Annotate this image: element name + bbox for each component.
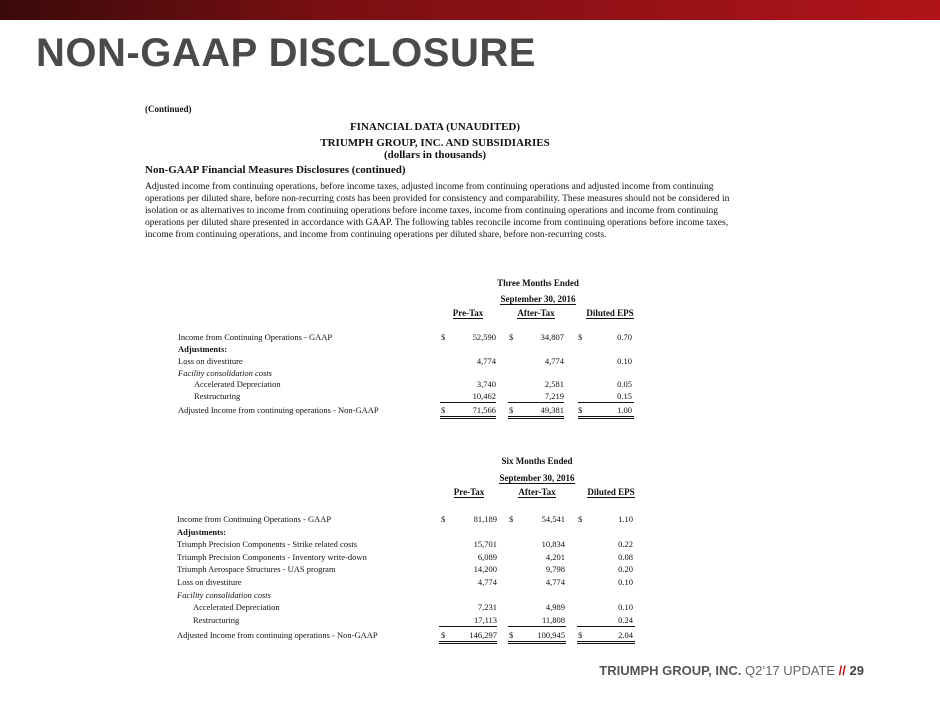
column-header-after-tax: After-Tax [517, 308, 555, 318]
table-row: Adjusted Income from continuing operations - Non-GAAP $ 71,566 $ 49,381 $ 1.00 [178, 405, 632, 415]
continued-label: (Continued) [145, 104, 192, 114]
page-number: 29 [849, 663, 864, 678]
subtotal-rule [440, 402, 496, 403]
table-row: Loss on divestiture 4,774 4,774 0.10 [178, 356, 632, 366]
table-date: September 30, 2016 [499, 473, 575, 483]
table-date: September 30, 2016 [500, 294, 576, 304]
column-header-diluted-eps: Diluted EPS [586, 308, 634, 318]
table-row: Triumph Precision Components - Inventory write-down 6,089 4,201 0.08 [177, 552, 633, 562]
table-row: Restructuring 10,462 7,219 0.15 [194, 391, 632, 401]
table-row: Income from Continuing Operations - GAAP $ 81,189 $ 54,541 $ 1.10 [177, 514, 633, 524]
total-rule [508, 416, 564, 419]
slide-footer [599, 663, 864, 678]
column-header-diluted-eps: Diluted EPS [587, 487, 635, 497]
table-period: Six Months Ended [501, 456, 573, 466]
subtotal-rule [508, 626, 566, 627]
caption-units: (dollars in thousands) [383, 149, 487, 161]
total-rule [508, 641, 566, 644]
table-row: Triumph Precision Components - Strike related costs 15,701 10,834 0.22 [177, 539, 633, 549]
disclosure-paragraph: Adjusted income from continuing operations, before income taxes, adjusted income from continuing operations and adjusted income from continuing operations per diluted share, before non-recurring costs has been provided for consistency and comparability. These measures should not be considered in isolation or as alternatives to income from continuing operations before income taxes, income from continuing operations and income from continuing operations per diluted share presented in accordance with GAAP. The following tables reconcile income from continuing operations before income taxes, income from continuing operations, and income from continuing operations per diluted share, before non-recurring costs. [145, 182, 730, 240]
table-period: Three Months Ended [497, 278, 579, 288]
three-month-table: Three Months Ended September 30, 2016 Pre-Tax After-Tax Diluted EPS Income from Continuing Operations - GAAP $ 52,590 $ 34,807 $ 0.70 Adjustments: Loss on divestiture 4,774 4,774 0.10 Facility consolidation costs Accelerated Depreciation 3,740 2,581 0.05 Restructuring 10,462 7,219 0.15 Adjusted Income from continuing operations - Non-GAAP $ 71,566 $ 49,381 $ 1.00 [178, 276, 640, 426]
subtotal-rule [508, 402, 564, 403]
table-row: Adjusted Income from continuing operations - Non-GAAP $ 146,297 $ 100,945 $ 2.04 [177, 630, 633, 640]
page-title: NON-GAAP DISCLOSURE [36, 31, 536, 75]
footer-separator: // [838, 663, 846, 678]
subtotal-rule [578, 402, 634, 403]
footer-update: Q2’17 UPDATE [744, 663, 836, 678]
column-header-after-tax: After-Tax [518, 487, 556, 497]
total-rule [439, 641, 497, 644]
caption-company: TRIUMPH GROUP, INC. AND SUBSIDIARIES [320, 137, 550, 149]
table-row: Triumph Aerospace Structures - UAS program 14,200 9,798 0.20 [177, 564, 633, 574]
table-row: Income from Continuing Operations - GAAP $ 52,590 $ 34,807 $ 0.70 [178, 332, 632, 342]
column-header-pre-tax: Pre-Tax [452, 308, 484, 318]
subtotal-rule [439, 626, 497, 627]
column-header-pre-tax: Pre-Tax [453, 487, 485, 497]
footer-company: TRIUMPH GROUP, INC. [599, 663, 742, 678]
six-month-table: Six Months Ended September 30, 2016 Pre-Tax After-Tax Diluted EPS Income from Continuing Operations - GAAP $ 81,189 $ 54,541 $ 1.10 Adjustments: Triumph Precision Components - Strike related costs 15,701 10,834 0.22 Triumph Precision Components - Inventory write-down 6,089 4,201 0.08 Triumph Aerospace Structures - UAS program 14,200 9,798 0.20 Loss on divestiture 4,774 4,774 0.10 Facility consolidation costs Accelerated Depreciation 7,231 4,989 0.10 Restructuring 17,113 11,808 0.24 Adjusted Income from continuing operations - Non-GAAP $ 146,297 $ 100,945 $ 2.04 [177, 454, 639, 649]
total-rule [440, 416, 496, 419]
table-row: Accelerated Depreciation 7,231 4,989 0.10 [193, 602, 633, 612]
table-row: Accelerated Depreciation 3,740 2,581 0.05 [194, 379, 632, 389]
section-title: Non-GAAP Financial Measures Disclosures (continued) [145, 164, 406, 176]
total-rule [578, 416, 634, 419]
table-row: Loss on divestiture 4,774 4,774 0.10 [177, 577, 633, 587]
subtotal-rule [577, 626, 635, 627]
table-row: Restructuring 17,113 11,808 0.24 [193, 615, 633, 625]
total-rule [577, 641, 635, 644]
caption-financial-data: FINANCIAL DATA (UNAUDITED) [349, 121, 521, 133]
top-accent-bar [0, 0, 940, 20]
